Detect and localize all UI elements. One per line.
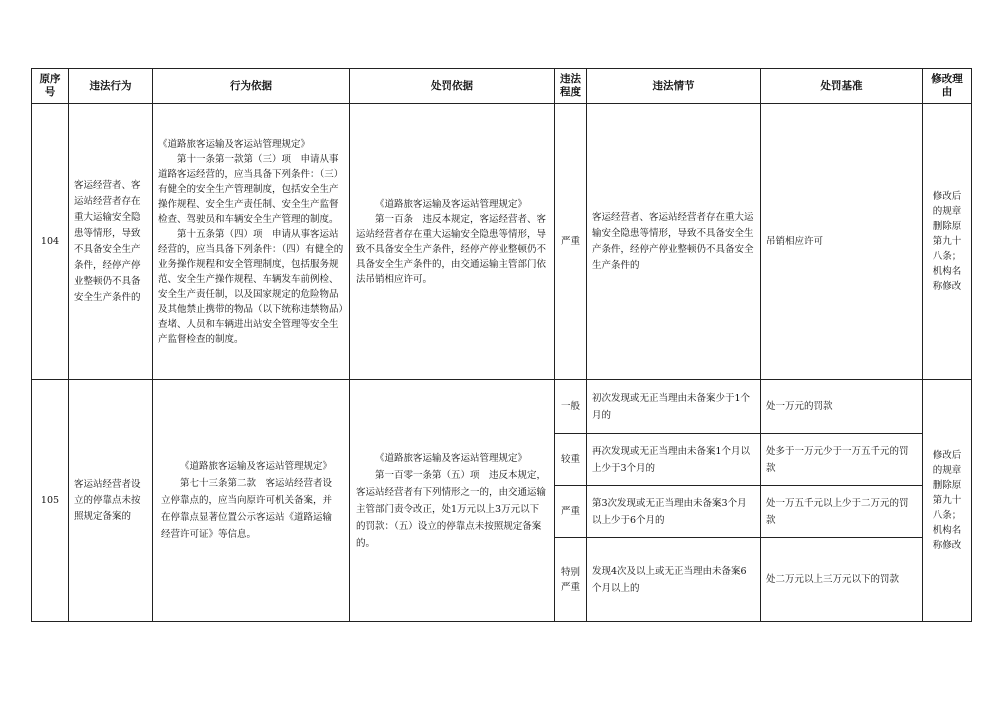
basis-paragraph: 第十一条第一款第（三）项 申请从事道路客运经营的，应当具备下列条件：（三）有健全的安全生产管理制度，包括安全生产操作规程、安全生产责任制、安全生产监督检查、驾驶员和车辆安全生产管理的制度。 — [158, 153, 344, 225]
row-basis — [153, 104, 350, 380]
standard-cell: 处多于一万元少于一万五千元的罚款 — [761, 434, 923, 486]
degree-cell: 严重 — [555, 104, 587, 380]
circumstance-cell: 客运经营者、客运站经营者存在重大运输安全隐患等情形，导致不具备安全生产条件，经停产停业整顿仍不具备安全生产条件的 — [587, 104, 761, 380]
circumstance-cell: 发现4次及以上或无正当理由未备案6个月以上的 — [587, 538, 761, 622]
penalty-paragraph: 第一百条 违反本规定，客运经营者、客运站经营者存在重大运输安全隐患等情形，导致不具备安全生产条件，经停产停业整顿仍不具备安全生产条件的，由交通运输主管部门依法吊销相应许可。 — [356, 213, 547, 285]
basis-paragraph: 第七十三条第二款 客运站经营者设立停靠点的，应当向原许可机关备案，并在停靠点显著位置公示客运站《道路运输经营许可证》等信息。 — [161, 478, 333, 540]
table-row — [32, 380, 972, 434]
penalty-title: 《道路旅客运输及客运站管理规定》 — [375, 452, 528, 464]
circumstance-cell: 初次发现或无正当理由未备案少于1个月的 — [587, 380, 761, 434]
header-basis: 行为依据 — [153, 69, 350, 104]
row-act: 客运经营者、客运站经营者存在重大运输安全隐患等情形，导致不具备安全生产条件，经停产停业整顿仍不具备安全生产条件的 — [69, 104, 153, 380]
header-seq: 原序号 — [32, 69, 69, 104]
circumstance-cell: 再次发现或无正当理由未备案1个月以上少于3个月的 — [587, 434, 761, 486]
header-standard: 处罚基准 — [761, 69, 923, 104]
degree-cell: 严重 — [555, 486, 587, 538]
header-circumstance: 违法情节 — [587, 69, 761, 104]
row-seq: 104 — [32, 104, 69, 380]
table-row — [32, 104, 972, 380]
row-penalty-basis — [350, 104, 555, 380]
header-degree: 违法程度 — [555, 69, 587, 104]
circumstance-cell: 第3次发现或无正当理由未备案3个月以上少于6个月的 — [587, 486, 761, 538]
row-seq: 105 — [32, 380, 69, 622]
basis-title: 《道路旅客运输及客运站管理规定》 — [180, 461, 333, 472]
penalty-table — [31, 68, 972, 622]
row-penalty-basis — [350, 380, 555, 622]
standard-cell: 吊销相应许可 — [761, 104, 923, 380]
reason-cell: 修改后的规章删除原第九十八条；机构名称修改 — [923, 104, 972, 380]
header-reason: 修改理由 — [923, 69, 972, 104]
basis-title: 《道路旅客运输及客运站管理规定》 — [158, 138, 311, 150]
basis-paragraph: 第十五条第（四）项 申请从事客运站经营的，应当具备下列条件：（四）有健全的业务操作规程和安全管理制度，包括服务规范、安全生产操作规程、车辆发车前例检、安全生产责任制，以及国家规定的危险物品及其他禁止携带的物品（以下统称违禁物品）查堵、人员和车辆进出站安全管理等安全生产监督检查的制度。 — [158, 228, 344, 345]
reason-cell: 修改后的规章删除原第九十八条；机构名称修改 — [923, 380, 972, 622]
standard-cell: 处一万元的罚款 — [761, 380, 923, 434]
standard-cell: 处二万元以上三万元以下的罚款 — [761, 538, 923, 622]
degree-cell: 特别严重 — [555, 538, 587, 622]
degree-cell: 一般 — [555, 380, 587, 434]
row-act: 客运站经营者设立的停靠点未按照规定备案的 — [69, 380, 153, 622]
degree-cell: 较重 — [555, 434, 587, 486]
penalty-paragraph: 第一百零一条第（五）项 违反本规定，客运站经营者有下列情形之一的，由交通运输主管部门责令改正，处1万元以上3万元以下的罚款：（五）设立的停靠点未按照规定备案的。 — [356, 469, 547, 549]
penalty-title: 《道路旅客运输及客运站管理规定》 — [375, 198, 528, 210]
standard-cell: 处一万五千元以上少于二万元的罚款 — [761, 486, 923, 538]
header-penalty-basis: 处罚依据 — [350, 69, 555, 104]
row-basis — [153, 380, 350, 622]
header-row — [32, 69, 972, 104]
header-act: 违法行为 — [69, 69, 153, 104]
